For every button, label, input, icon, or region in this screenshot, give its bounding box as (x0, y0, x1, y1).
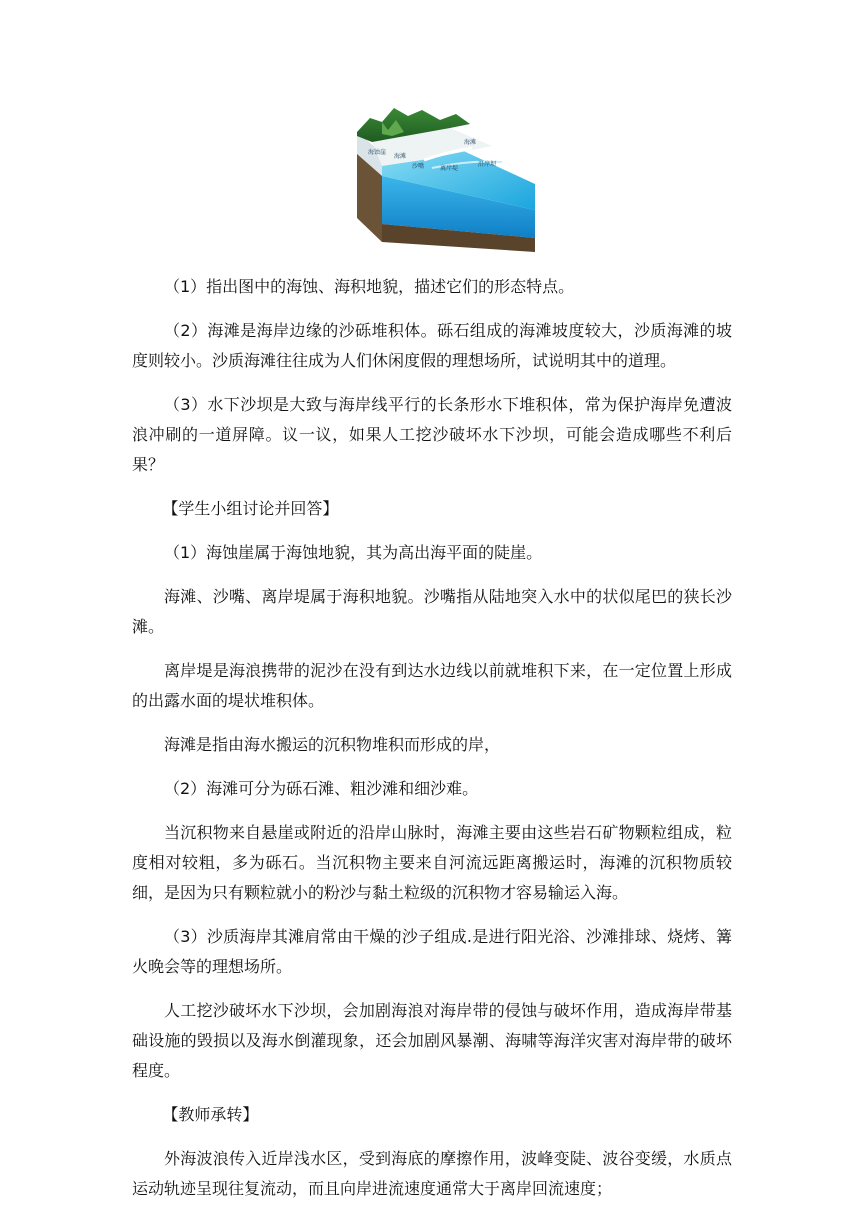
answer-1-paragraph-2: 海滩、沙嘴、离岸堤属于海积地貌。沙嘴指从陆地突入水中的状似尾巴的狭长沙滩。 (132, 587, 732, 636)
answer-2-paragraph-2: 当沉积物来自悬崖或附近的沿岸山脉时，海滩主要由这些岩石矿物颗粒组成，粒度相对较粗，多为砾石。当沉积物主要来自河流远距离搬运时，海滩的沉积物质较细，是因为只有颗粒就小的粉沙与黏土粒级的沉积物才容易输运入海。 (132, 823, 732, 902)
question-1: （1）指出图中的海蚀、海积地貌，描述它们的形态特点。 (164, 277, 575, 296)
coastal-block-diagram (352, 106, 542, 262)
figure-label-cliff: 海蚀崖 (368, 149, 387, 156)
answer-1-paragraph-3: 离岸堤是海浪携带的泥沙在没有到达水边线以前就堆积下来，在一定位置上形成的出露水面的堤状堆积体。 (132, 661, 732, 710)
answer-2: （2）海滩可分为砾石滩、粗沙滩和细沙难。 (164, 779, 479, 798)
coastal-landform-figure (352, 106, 542, 262)
answer-1: （1）海蚀崖属于海蚀地貌，其为高出海平面的陡崖。 (164, 543, 543, 562)
main-text (132, 272, 732, 1218)
question-2: （2）海滩是海岸边缘的沙砾堆积体。砾石组成的海滩坡度较大，沙质海滩的坡度则较小。沙质海滩往往成为人们休闲度假的理想场所，试说明其中的道理。 (132, 321, 732, 370)
figure-label-spit: 沙嘴 (412, 163, 425, 170)
figure-label-beach-right: 海滩 (464, 139, 477, 146)
figure-label-offshore-bar: 离岸堤 (440, 165, 459, 172)
figure-label-longshore-bar: 沿岸坝 (478, 161, 497, 168)
answer-3-paragraph-2: 人工挖沙破坏水下沙坝，会加剧海浪对海岸带的侵蚀与破坏作用，造成海岸带基础设施的毁损以及海水倒灌现象，还会加剧风暴潮、海啸等海洋灾害对海岸带的破坏程度。 (132, 1001, 732, 1080)
answer-1-paragraph-4: 海滩是指由海水搬运的沉积物堆积而形成的岸， (164, 735, 501, 754)
section-student-discussion: 【学生小组讨论并回答】 (162, 499, 339, 518)
section-teacher-transition: 【教师承转】 (162, 1105, 259, 1124)
question-3: （3）水下沙坝是大致与海岸线平行的长条形水下堆积体，常为保护海岸免遭波浪冲刷的一道屏障。议一议，如果人工挖沙破坏水下沙坝，可能会造成哪些不利后果？ (132, 395, 732, 474)
figure-label-beach-left: 海滩 (394, 153, 407, 160)
answer-3: （3）沙质海岸其滩肩常由干燥的沙子组成.是进行阳光浴、沙滩排球、烧烤、篝火晚会等的理想场所。 (132, 927, 732, 976)
teacher-text: 外海波浪传入近岸浅水区，受到海底的摩擦作用，波峰变陡、波谷变缓，水质点运动轨迹呈现往复流动，而且向岸进流速度通常大于离岸回流速度； (132, 1149, 732, 1198)
